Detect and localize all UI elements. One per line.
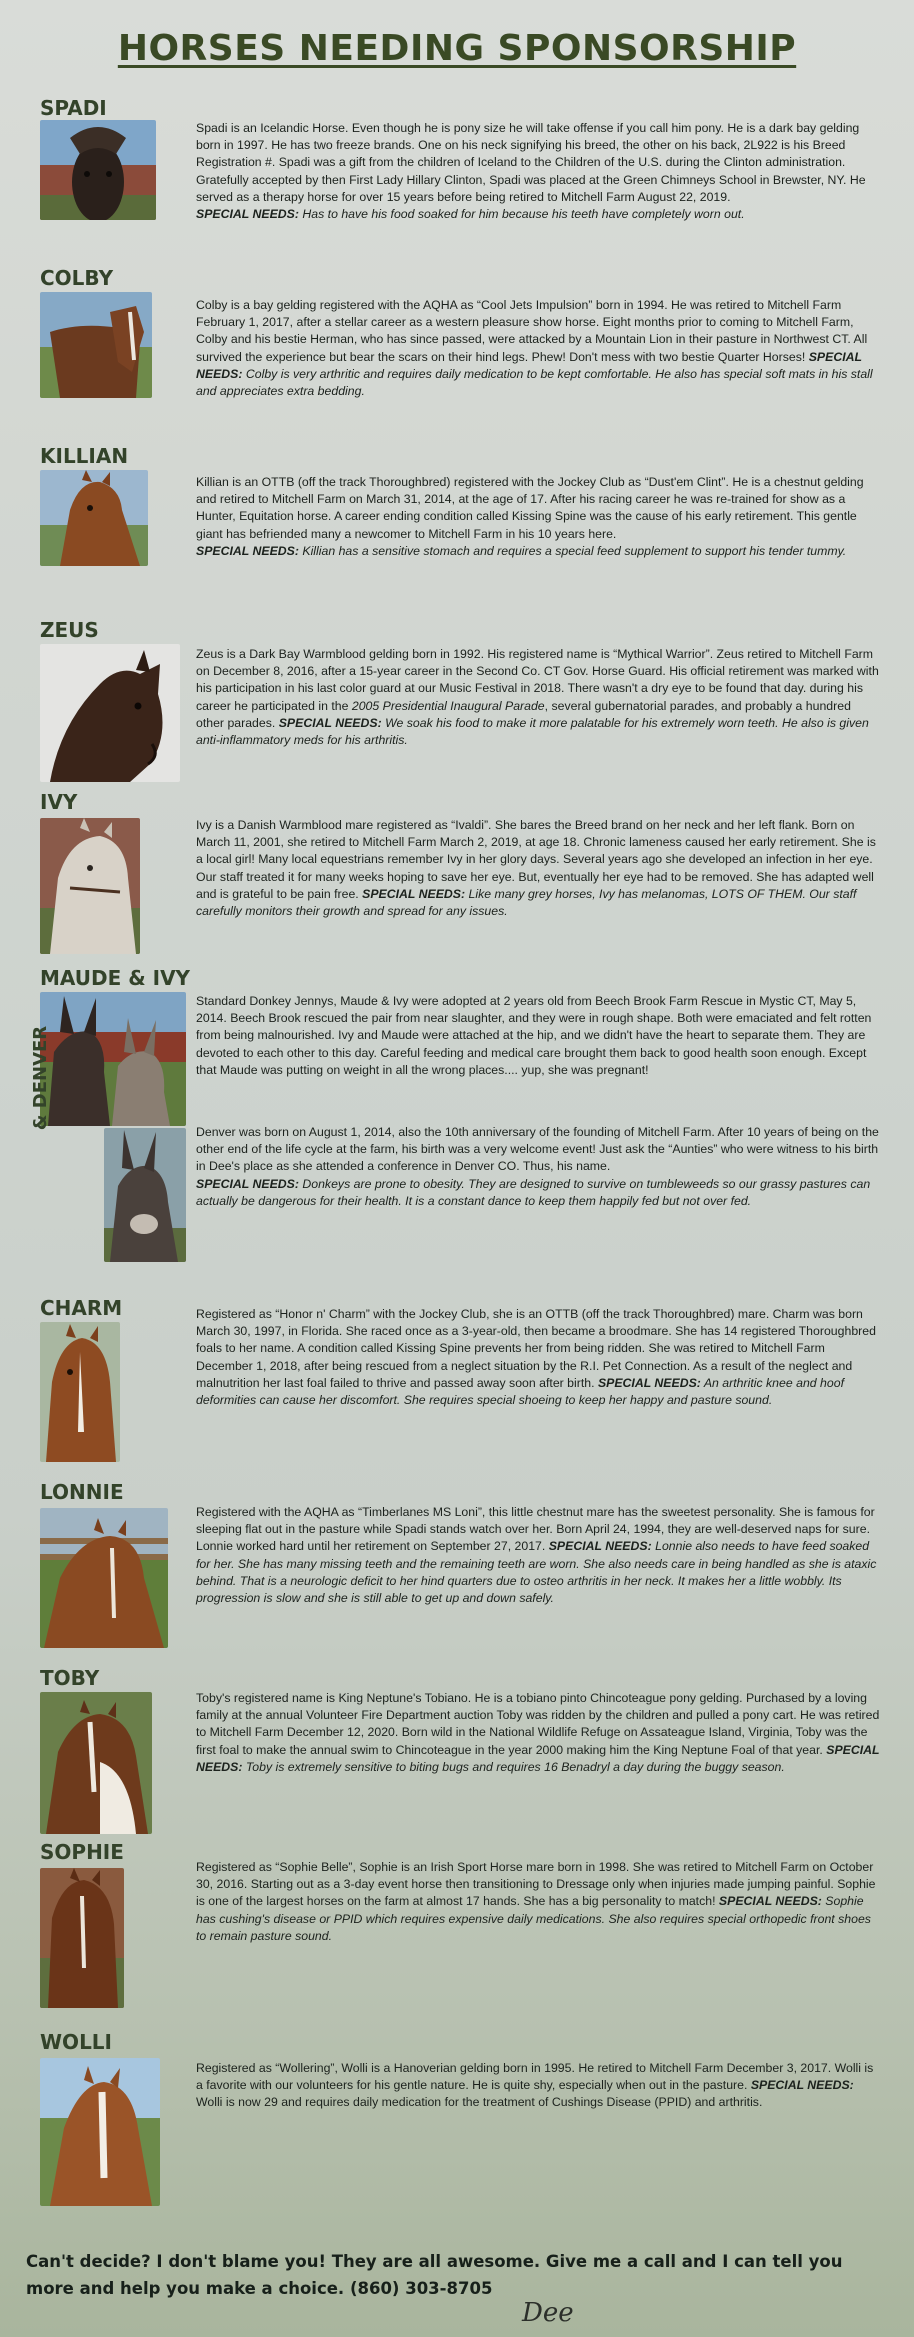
horse-description-killian: Killian is an OTTB (off the track Thoroughbred) registered with the Jockey Club as “Dust'em Clint”. He is a chestnut gelding and retired to Mitchell Farm on March 31, 2014, at the age of 17. After his racing career he was re-trained for show as a Hunter, Equitation horse. A career ending condition called Kissing Spine was the cause of his early retirement. This gentle giant has befriended many a newcomer to Mitchell Farm in his 10 years here. SPECIAL NEEDS: Killian has a sensitive stomach and requires a special feed supplement to support his tender tummy. — [196, 475, 864, 558]
photo-wolli — [40, 2058, 160, 2206]
horse-description-ivy: Ivy is a Danish Warmblood mare registered as “Ivaldi”. She bares the Breed brand on her neck and her left flank. Born on March 11, 2001, she retired to Mitchell Farm March 2, 2019, at age 18. Chronic lameness caused her early retirement. She is a local girl! Many local equestrians remember Ivy in her glory days. Several years ago she developed an infection in her eye. Our staff treated it for many weeks hoping to save her eye. But, eventually her eye had to be removed. She has adapted well and is grateful to be pain free. SPECIAL NEEDS: Like many grey horses, Ivy has melanomas, LOTS OF THEM. Our staff carefully monitors their growth and spread for any issues. — [196, 818, 876, 919]
horse-description-charm: Registered as “Honor n' Charm” with the Jockey Club, she is an OTTB (off the track Thoroughbred) mare. Charm was born March 30, 1997, in Florida. She raced once as a 3-year-old, then became a broodmare. She has 14 registered Thoroughbred foals to her name. A condition called Kissing Spine prevents her from being ridden. She was retired to Mitchell Farm December 1, 2018, after being rescued from a neglect situation by the R.I. Pet Connection. As a result of the neglect and malnutrition her last foal failed to thrive and passed away soon after birth. SPECIAL NEEDS: An arthritic knee and hoof deformities can cause her discomfort. She requires special shoeing to keep her happy and pasture sound. — [196, 1307, 876, 1408]
horse-name-maude-ivy: MAUDE & IVY — [40, 966, 191, 990]
horse-description-lonnie: Registered with the AQHA as “Timberlanes MS Loni”, this little chestnut mare has the sweetest personality. She is famous for sleeping flat out in the pasture while Spadi stands watch over her. Born April 24, 1994, they are well-deserved naps for sure. Lonnie worked hard until her retirement on September 27, 2017. SPECIAL NEEDS: Lonnie also needs to have feed soaked for her. She has many missing teeth and the remaining teeth are worn. She also needs care in being handled as she is ataxic behind. That is a neurologic deficit to her hind quarters due to osteo arthritis in her neck. It makes her a little wobbly. Its progression is slow and she is still able to get up and down safely. — [196, 1505, 877, 1606]
horse-description-sophie: Registered as “Sophie Belle”, Sophie is an Irish Sport Horse mare born in 1998. She was retired to Mitchell Farm on October 30, 2016. Starting out as a 3-day event horse then transitioning to Dressage only when injuries made jumping painful. Sophie is one of the largest horses on the farm at almost 17 hands. She has a big personality to match! SPECIAL NEEDS: Sophie has cushing's disease or PPID which requires expensive daily medications. She also requires special orthopedic front shoes to remain pasture sound. — [196, 1860, 876, 1943]
horse-name-colby: COLBY — [40, 266, 114, 290]
horse-description-zeus: Zeus is a Dark Bay Warmblood gelding born in 1992. His registered name is “Mythical Warrior”. Zeus retired to Mitchell Farm on December 8, 2016, after a 15-year career in the Second Co. CT Gov. Horse Guard. His official retirement was marked with his participation in his last color guard at our Music Festival in 2018. There wasn't a dry eye to be found that day. during his career he participated in the 2005 Presidential Inaugural Parade, several gubernatorial parades, and probably a hundred other parades. SPECIAL NEEDS: We soak his food to make it more palatable for his extremely worn teeth. He also is given anti-inflammatory meds for his arthritis. — [196, 647, 879, 748]
horse-description-denver: Denver was born on August 1, 2014, also the 10th anniversary of the founding of Mitchell Farm. After 10 years of being on the other end of the life cycle at the farm, his birth was a very welcome event! Just ask the “Aunties” who were witness to his birth in Dee's place as she attended a conference in Denver CO. Thus, his name. SPECIAL NEEDS: Donkeys are prone to obesity. They are designed to survive on tumbleweeds so our grassy pastures can actually be dangerous for their health. It is a constant dance to keep them happily fed but not over fed. — [196, 1125, 879, 1208]
horse-name-denver: & DENVER — [30, 1025, 51, 1131]
horse-name-lonnie: LONNIE — [40, 1480, 124, 1504]
horse-description-toby: Toby's registered name is King Neptune's Tobiano. He is a tobiano pinto Chincoteague pony gelding. Purchased by a loving family at the annual Volunteer Fire Department auction Toby was ridden by the children and pulled a pony cart. He was retired to Mitchell Farm December 12, 2020. Born wild in the National Wildlife Refuge on Assateague Island, Virginia, Toby was the first foal to make the annual swim to Chincoteague in the year 2000 making him the King Neptune Foal of that year. SPECIAL NEEDS: Toby is extremely sensitive to biting bugs and requires 16 Benadryl a day during the buggy season. — [196, 1691, 880, 1774]
horse-description-wolli: Registered as “Wollering”, Wolli is a Hanoverian gelding born in 1995. He retired to Mitchell Farm December 3, 2017. Wolli is a favorite with our volunteers for his gentle nature. He is quite shy, especially when out in the pasture. SPECIAL NEEDS: Wolli is now 29 and requires daily medication for the treatment of Cushings Disease (PPID) and arthritis. — [196, 2061, 874, 2110]
horse-name-spadi: SPADI — [40, 96, 107, 120]
photo-ivy — [40, 818, 140, 954]
horse-name-zeus: ZEUS — [40, 618, 99, 642]
horse-name-wolli: WOLLI — [40, 2030, 112, 2054]
footer-call-to-action: Can't decide? I don't blame you! They are all awesome. Give me a call and I can tell you more and help you make a choice. (860) 303-8705 — [26, 2252, 843, 2298]
photo-maude-ivy — [40, 992, 186, 1126]
photo-lonnie — [40, 1508, 168, 1648]
horse-name-sophie: SOPHIE — [40, 1840, 124, 1864]
horse-name-charm: CHARM — [40, 1296, 123, 1320]
horse-name-toby: TOBY — [40, 1666, 100, 1690]
horse-description-spadi: Spadi is an Icelandic Horse. Even though he is pony size he will take offense if you call him pony. He is a dark bay gelding born in 1997. He has two freeze brands. One on his neck signifying his breed, the other on his back, 2L922 is his Breed Registration #. Spadi was a gift from the children of Iceland to the Children of the U.S. during the Clinton administration. Gratefully accepted by then First Lady Hillary Clinton, Spadi was placed at the Green Chimneys School in Brewster, NY. He served as a therapy horse for over 15 years before being retired to Mitchell Farm August 22, 2019. SPECIAL NEEDS: Has to have his food soaked for him because his teeth have completely worn out. — [196, 121, 866, 222]
photo-sophie — [40, 1868, 124, 2008]
photo-zeus — [40, 644, 180, 782]
photo-killian — [40, 470, 148, 566]
photo-charm — [40, 1322, 120, 1462]
page-title: HORSES NEEDING SPONSORSHIP — [117, 28, 797, 69]
signature: Dee — [522, 2298, 574, 2328]
photo-colby — [40, 292, 152, 398]
photo-denver — [104, 1128, 186, 1262]
photo-spadi — [40, 120, 156, 220]
horse-name-ivy: IVY — [40, 790, 78, 814]
horse-name-killian: KILLIAN — [40, 444, 129, 468]
horse-description-maude-ivy: Standard Donkey Jennys, Maude & Ivy were adopted at 2 years old from Beech Brook Farm Rescue in Mystic CT, May 5, 2014. Beech Brook rescued the pair from near slaughter, and they were in rough shape. Both were emaciated and felt rotten from being malnourished. Ivy and Maude were attached at the hip, and we didn't have the heart to separate them. They are devoted to each other to this day. Careful feeding and medical care brought them back to good health soon enough. Except that Maude was putting on weight in all the wrong places.... yup, she was pregnant! — [196, 994, 872, 1077]
horse-description-colby: Colby is a bay gelding registered with the AQHA as “Cool Jets Impulsion” born in 1994. He was retired to Mitchell Farm February 1, 2017, after a stellar career as a western pleasure show horse. Eight months prior to coming to Mitchell Farm, Colby and his bestie Herman, who has since passed, were attacked by a Mountain Lion in their pasture in Northwest CT. All survived the experience but bear the scars on their hind legs. Phew! Don't mess with two bestie Quarter Horses! SPECIAL NEEDS: Colby is very arthritic and requires daily medication to be kept comfortable. He also has special soft mats in his stall and appreciates extra bedding. — [196, 298, 873, 399]
photo-toby — [40, 1692, 152, 1834]
